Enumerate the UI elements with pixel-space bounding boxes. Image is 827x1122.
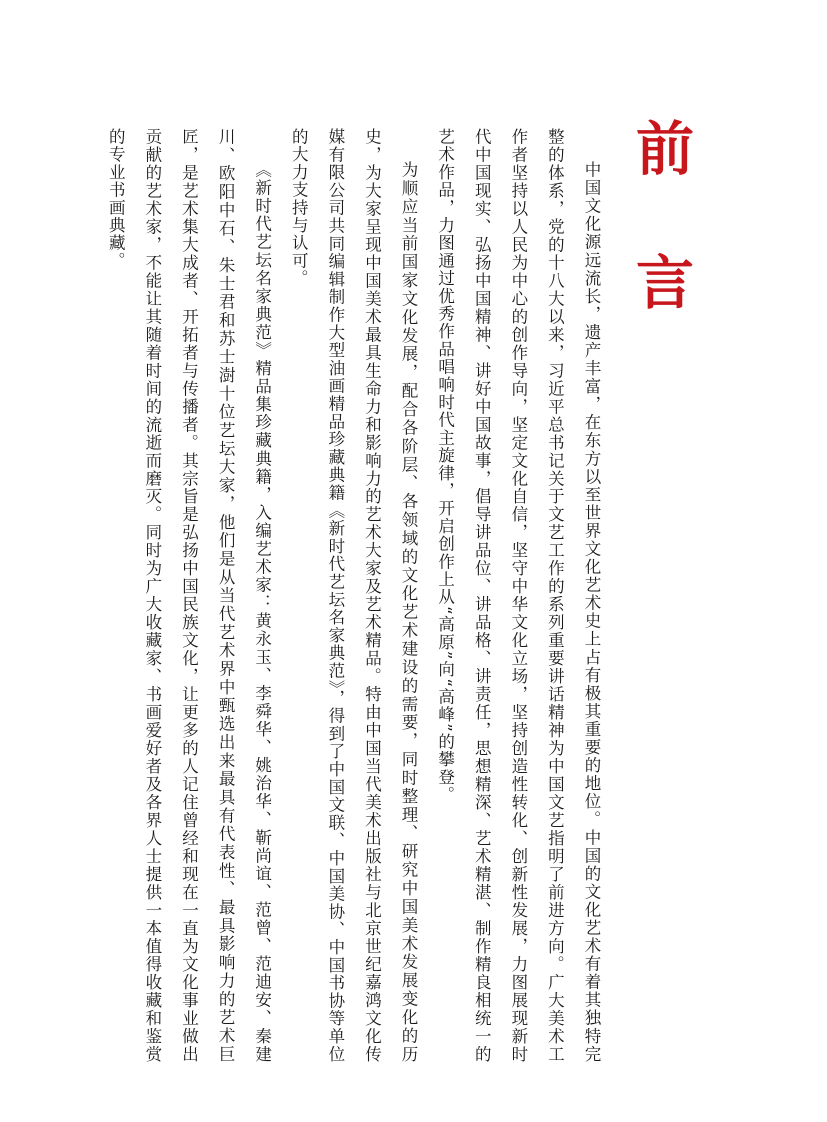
paragraph-1: 中国文化源远流长，遗产丰富，在东方以至世界文化艺术史上占有极其重要的地位。中国的文化艺术有着其独特完整的体系，党的十八大以来，习近平总书记关于文艺工作的系列重要讲话精神为中国文艺指明了前进方向。广大美术工作者坚持以人民为中心的创作导向，坚定文化自信，坚守中华文化立场，坚持创造性转化、创新性发展，力图展现新时代中国现实、弘扬中国精神、讲好中国故事，倡导讲品位、讲品格、讲责任，思想精深、艺术精湛、制作精良相统一的艺术作品，力图通过优秀作品唱响时代主旋律，开启创作上从“高原”向“高峰”的攀登。: [435, 128, 601, 1063]
page-title: 前 言: [626, 118, 694, 339]
preface-body: [97, 128, 609, 1063]
paragraph-3: 《新时代艺坛名家典范》精品集珍藏典籍，入编艺术家：黄永玉、李舜华、姚治华、靳尚谊、范曾、范迪安、秦建川、欧阳中石、朱士君和苏士澍十位艺坛大家，他们是从当代艺术界中甄选出来最具有代表性、最具影响力的艺术巨匠，是艺术集大成者、开拓者与传播者。其宗旨是弘扬中国民族文化，让更多的人记住曾经和现在一直为文化事业做出贡献的艺术家，不能让其随着时间的流逝而磨灭。同时为广大收藏家、书画爱好者及各界人士提供一本值得收藏和鉴赏的专业书画典藏。: [106, 128, 272, 1063]
paragraph-2: 为顺应当前国家文化发展，配合各阶层、各领域的文化艺术建设的需要，同时整理、研究中国美术发展变化的历史，为大家呈现中国美术最具生命力和影响力的艺术大家及艺术精品。特由中国当代美术出版社与北京世纪嘉鸿文化传媒有限公司共同编辑制作大型油画精品珍藏典籍《新时代艺坛名家典范》，得到了中国文联、中国美协、中国书协等单位的大力支持与认可。: [289, 128, 419, 1063]
